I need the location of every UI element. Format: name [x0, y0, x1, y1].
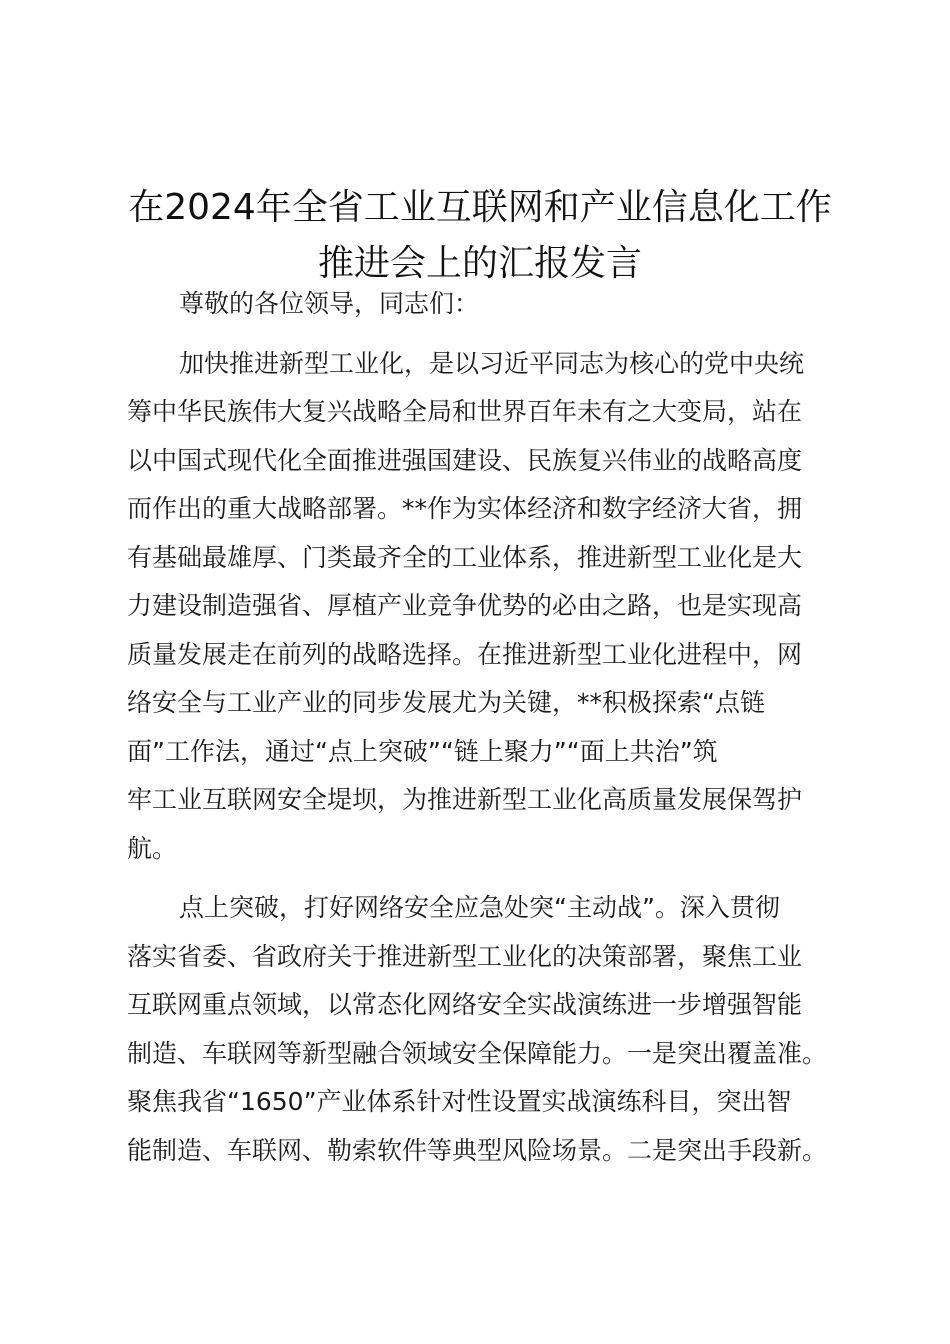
paragraph-line: 有基础最雄厚、门类最齐全的工业体系，推进新型工业化是大 — [127, 542, 803, 572]
paragraph-line: 而作出的重大战略部署。**作为实体经济和数字经济大省，拥 — [127, 494, 803, 523]
paragraph-1 — [127, 340, 849, 874]
document-body — [127, 280, 849, 1175]
paragraph-line: 力建设制造强省、厚植产业竞争优势的必由之路，也是实现高 — [127, 591, 803, 620]
title-line-1: 在2024年全省工业互联网和产业信息化工作 — [128, 187, 832, 228]
paragraph-line: 面”工作法，通过“点上突破”“链上聚力”“面上共治”筑 — [127, 736, 718, 766]
paragraph-line: 航。 — [127, 833, 178, 863]
paragraph-line: 以中国式现代化全面推进强国建设、民族复兴伟业的战略高度 — [127, 445, 803, 475]
document-title — [100, 180, 860, 292]
paragraph-line: 聚焦我省“1650”产业体系针对性设置实战演练科目，突出智 — [127, 1087, 792, 1116]
paragraph-line: 牢工业互联网安全堤坝，为推进新型工业化高质量发展保驾护 — [127, 785, 803, 814]
paragraph-line: 筹中华民族伟大复兴战略全局和世界百年未有之大变局，站在 — [127, 397, 803, 426]
paragraph-line: 互联网重点领域，以常态化网络安全实战演练进一步增强智能 — [127, 990, 803, 1019]
paragraph-line: 能制造、车联网、勒索软件等典型风险场景。二是突出手段新。 — [127, 1135, 828, 1165]
title-line-2: 推进会上的汇报发言 — [317, 243, 642, 284]
paragraph-line: 络安全与工业产业的同步发展尤为关键，**积极探索“点链 — [127, 688, 765, 717]
paragraph-line: 加快推进新型工业化，是以习近平同志为核心的党中央统 — [179, 348, 805, 378]
paragraph-line: 质量发展走在前列的战略选择。在推进新型工业化进程中，网 — [127, 639, 803, 669]
paragraph-line: 制造、车联网等新型融合领域安全保障能力。一是突出覆盖准。 — [127, 1038, 828, 1068]
paragraph-line: 点上突破，打好网络安全应急处突“主动战”。深入贯彻 — [179, 893, 780, 922]
salutation: 尊敬的各位领导，同志们： — [179, 289, 480, 318]
paragraph-2 — [127, 884, 849, 1175]
paragraph-line: 落实省委、省政府关于推进新型工业化的决策部署，聚焦工业 — [127, 941, 803, 971]
